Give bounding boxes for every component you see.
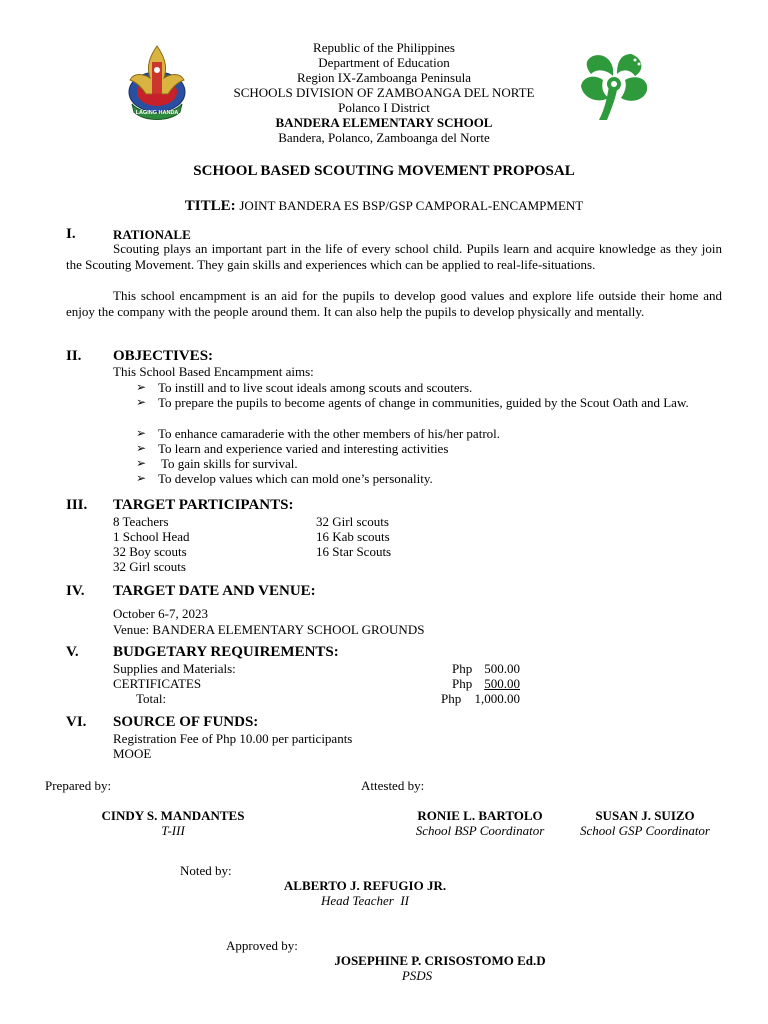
- document-title: SCHOOL BASED SCOUTING MOVEMENT PROPOSAL: [193, 163, 575, 179]
- budget-currency: Php: [452, 676, 473, 691]
- objective-item: To instill and to live scout ideals among scouts and scouters.: [158, 380, 473, 395]
- objective-item: To learn and experience varied and interesting activities: [158, 441, 449, 456]
- header-line-3: Region IX-Zamboanga Peninsula: [296, 70, 471, 85]
- budget-label: CERTIFICATES: [113, 676, 202, 691]
- rationale-paragraph-2: This school encampment is an aid for the pupils to develop good values and explore life outside their home and enjoy the company with the people around them. It can also help the pupils to develop physically and mentally.: [66, 288, 722, 319]
- budget-label: Supplies and Materials:: [113, 661, 236, 676]
- approved-name: JOSEPHINE P. CRISOSTOMO Ed.D: [334, 953, 546, 968]
- title-label: TITLE:: [184, 198, 236, 214]
- objective-item: To prepare the pupils to become agents of change in communities, guided by the Scout Oath and Law.: [158, 395, 689, 410]
- bsp-motto-text: LAGING HANDA: [135, 110, 179, 116]
- participant-item: 8 Teachers: [113, 514, 169, 529]
- attested-by-label: Attested by:: [361, 778, 425, 793]
- participant-item: 16 Kab scouts: [316, 529, 390, 544]
- funds-line-1: Registration Fee of Php 10.00 per participants: [113, 731, 353, 746]
- objective-item: To gain skills for survival.: [158, 456, 298, 471]
- attested-2-name: SUSAN J. SUIZO: [595, 808, 695, 823]
- approved-title: PSDS: [401, 968, 433, 983]
- prepared-title: T-III: [161, 823, 185, 838]
- objective-item: To enhance camaraderie with the other members of his/her patrol.: [158, 426, 501, 441]
- section-3-title: TARGET PARTICIPANTS:: [113, 497, 294, 513]
- section-5-number: V.: [66, 644, 79, 660]
- budget-amount: 500.00: [484, 676, 520, 691]
- target-date: October 6-7, 2023: [113, 606, 208, 621]
- section-1-number: I.: [66, 226, 76, 242]
- title-line: [0, 198, 768, 215]
- budget-currency: Php: [452, 661, 473, 676]
- header-line-2: Department of Education: [318, 55, 450, 70]
- bullet-arrow-icon: ➢: [136, 395, 147, 409]
- budget-total-label: Total:: [136, 691, 167, 706]
- prepared-name: CINDY S. MANDANTES: [101, 808, 245, 823]
- noted-title: Head Teacher II: [321, 893, 409, 908]
- objective-item: To develop values which can mold one’s personality.: [158, 471, 433, 486]
- objectives-intro: This School Based Encampment aims:: [113, 364, 314, 379]
- attested-1-title: School BSP Coordinator: [415, 823, 545, 838]
- section-4-number: IV.: [66, 583, 85, 599]
- noted-by-label: Noted by:: [180, 863, 232, 878]
- attested-2-title: School GSP Coordinator: [579, 823, 710, 838]
- title-value: JOINT BANDERA ES BSP/GSP CAMPORAL-ENCAMPMENT: [239, 198, 584, 213]
- school-address: Bandera, Polanco, Zamboanga del Norte: [278, 130, 490, 145]
- school-name: BANDERA ELEMENTARY SCHOOL: [275, 115, 493, 130]
- section-6-number: VI.: [66, 714, 87, 730]
- section-3-number: III.: [66, 497, 88, 513]
- approved-by-label: Approved by:: [226, 938, 298, 953]
- section-2-number: II.: [66, 348, 82, 364]
- participant-item: 32 Girl scouts: [113, 559, 186, 574]
- budget-amount: 500.00: [484, 661, 520, 676]
- section-6-title: SOURCE OF FUNDS:: [113, 714, 259, 730]
- bullet-arrow-icon: ➢: [136, 426, 147, 440]
- section-5-title: BUDGETARY REQUIREMENTS:: [113, 644, 339, 660]
- attested-1-name: RONIE L. BARTOLO: [417, 808, 543, 823]
- participant-item: 32 Girl scouts: [316, 514, 389, 529]
- section-2-title: OBJECTIVES:: [113, 348, 214, 364]
- header-line-5: Polanco I District: [338, 100, 430, 115]
- participant-item: 1 School Head: [113, 529, 190, 544]
- bullet-arrow-icon: ➢: [136, 441, 147, 455]
- bullet-arrow-icon: ➢: [136, 456, 147, 470]
- funds-line-2: MOOE: [113, 746, 152, 761]
- header-line-1: Republic of the Philippines: [313, 40, 455, 55]
- participant-item: 16 Star Scouts: [316, 544, 392, 559]
- budget-currency: Php: [441, 691, 462, 706]
- header-line-4: SCHOOLS DIVISION OF ZAMBOANGA DEL NORTE: [233, 85, 535, 100]
- budget-total-amount: 1,000.00: [474, 691, 520, 706]
- participant-item: 32 Boy scouts: [113, 544, 187, 559]
- bullet-arrow-icon: ➢: [136, 471, 147, 485]
- target-venue: Venue: BANDERA ELEMENTARY SCHOOL GROUNDS: [113, 622, 425, 637]
- bullet-arrow-icon: ➢: [136, 380, 147, 394]
- noted-name: ALBERTO J. REFUGIO JR.: [283, 878, 447, 893]
- section-1-title: RATIONALE: [113, 227, 191, 242]
- section-4-title: TARGET DATE AND VENUE:: [113, 583, 316, 599]
- prepared-by-label: Prepared by:: [45, 778, 112, 793]
- rationale-paragraph-1: Scouting plays an important part in the life of every school child. Pupils learn and acquire knowledge as they join the Scouting Movement. They gain skills and experiences which can be applied to real-life-situations.: [66, 241, 722, 272]
